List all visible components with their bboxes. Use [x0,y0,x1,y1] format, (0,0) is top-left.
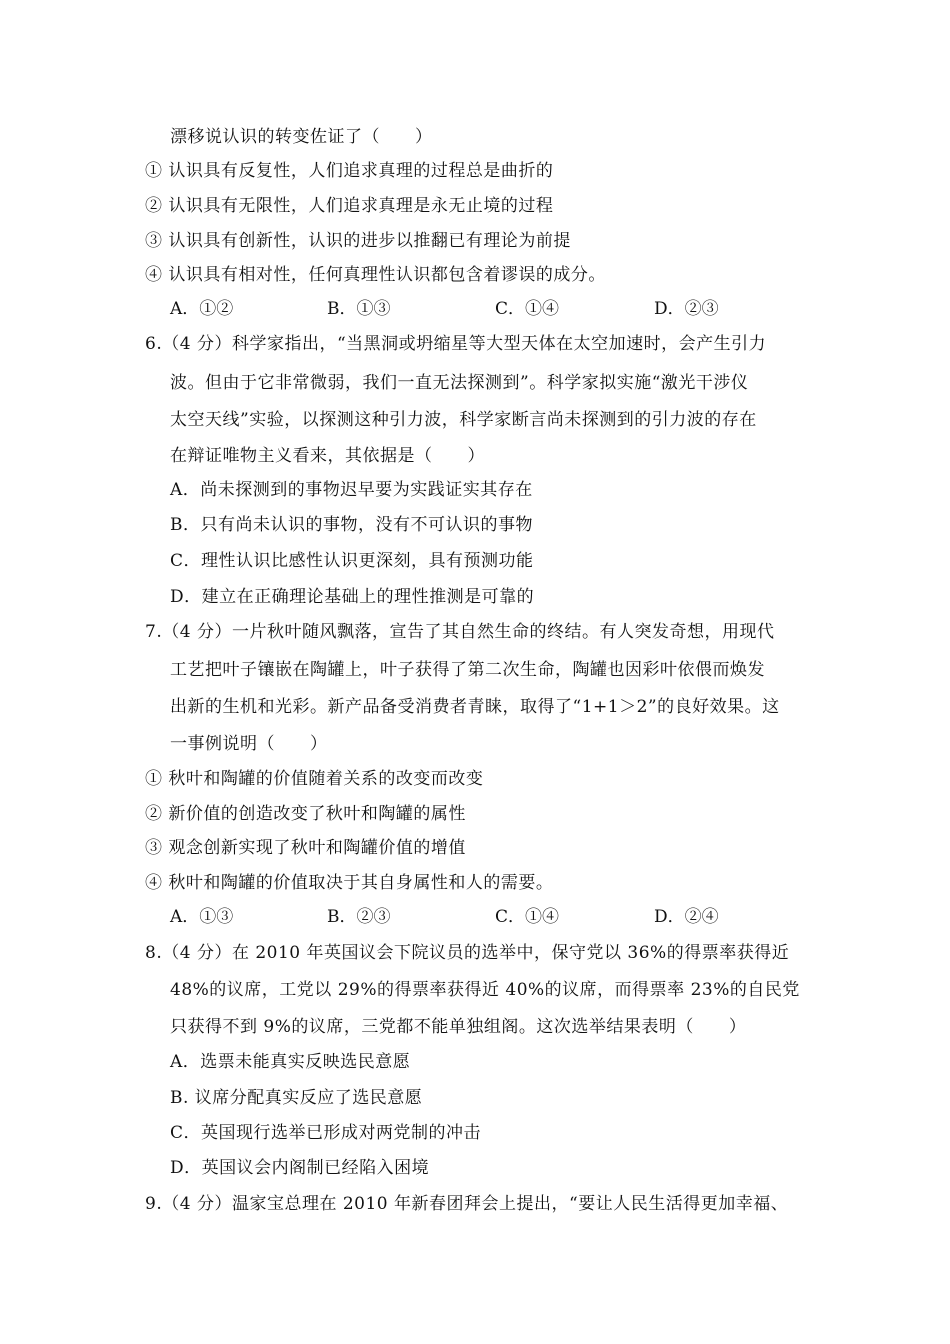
q5-item-4: ④ 认识具有相对性，任何真理性认识都包含着谬误的成分。 [145,265,606,285]
q5-option-b: B．①③ [327,299,391,319]
q8-stem-line-2: 48%的议席，工党以 29%的得票率获得近 40%的议席，而得票率 23%的自民党 [170,980,800,1000]
q5-option-d: D．②③ [654,299,719,319]
q8-option-c: C．英国现行选举已形成对两党制的冲击 [170,1123,482,1143]
q7-option-a: A．①③ [170,907,234,927]
q6-stem-line-1: 6.（4 分）科学家指出，“当黑洞或坍缩星等大型天体在太空加速时，会产生引力 [145,334,767,354]
q7-option-b: B．②③ [327,907,391,927]
q6-option-b: B．只有尚未认识的事物，没有不可认识的事物 [170,515,533,535]
q6-stem-line-3: 太空天线”实验，以探测这种引力波，科学家断言尚未探测到的引力波的存在 [170,410,757,430]
q5-item-3: ③ 认识具有创新性，认识的进步以推翻已有理论为前提 [145,231,571,251]
q6-option-d: D．建立在正确理论基础上的理性推测是可靠的 [170,587,535,607]
q7-item-4: ④ 秋叶和陶罐的价值取决于其自身属性和人的需要。 [145,873,554,893]
q6-option-a: A．尚未探测到的事物迟早要为实践证实其存在 [170,480,533,500]
q7-stem-line-1: 7.（4 分）一片秋叶随风飘落，宣告了其自然生命的终结。有人突发奇想，用现代 [145,622,775,642]
q5-stem-tail: 漂移说认识的转变佐证了（ ） [170,127,433,147]
q5-item-2: ② 认识具有无限性，人们追求真理是永无止境的过程 [145,196,554,216]
q5-option-a: A．①② [170,299,234,319]
q8-option-d: D．英国议会内阁制已经陷入困境 [170,1158,430,1178]
q7-stem-line-3: 出新的生机和光彩。新产品备受消费者青睐，取得了“1+1＞2”的良好效果。这 [170,697,780,717]
q5-item-1: ① 认识具有反复性，人们追求真理的过程总是曲折的 [145,161,554,181]
q8-stem-line-1: 8.（4 分）在 2010 年英国议会下院议员的选举中，保守党以 36%的得票率获得近 [145,943,790,963]
q7-stem-line-4: 一事例说明（ ） [170,734,328,754]
q7-stem-line-2: 工艺把叶子镶嵌在陶罐上，叶子获得了第二次生命，陶罐也因彩叶依偎而焕发 [170,660,765,680]
q8-option-b: B. 议席分配真实反应了选民意愿 [170,1088,423,1108]
q5-option-c: C．①④ [495,299,560,319]
q8-stem-line-3: 只获得不到 9%的议席，三党都不能单独组阁。这次选举结果表明（ ） [170,1017,747,1037]
q7-item-2: ② 新价值的创造改变了秋叶和陶罐的属性 [145,804,466,824]
q8-option-a: A．选票未能真实反映选民意愿 [170,1052,411,1072]
q7-item-3: ③ 观念创新实现了秋叶和陶罐价值的增值 [145,838,466,858]
q7-item-1: ① 秋叶和陶罐的价值随着关系的改变而改变 [145,769,484,789]
q6-stem-line-2: 波。但由于它非常微弱，我们一直无法探测到”。科学家拟实施“激光干涉仪 [170,373,749,393]
q7-option-d: D．②④ [654,907,719,927]
q6-stem-line-4: 在辩证唯物主义看来，其依据是（ ） [170,446,485,466]
q6-option-c: C．理性认识比感性认识更深刻，具有预测功能 [170,551,534,571]
q7-option-c: C．①④ [495,907,560,927]
q9-stem-line-1: 9.（4 分）温家宝总理在 2010 年新春团拜会上提出，“要让人民生活得更加幸福、 [145,1194,789,1214]
